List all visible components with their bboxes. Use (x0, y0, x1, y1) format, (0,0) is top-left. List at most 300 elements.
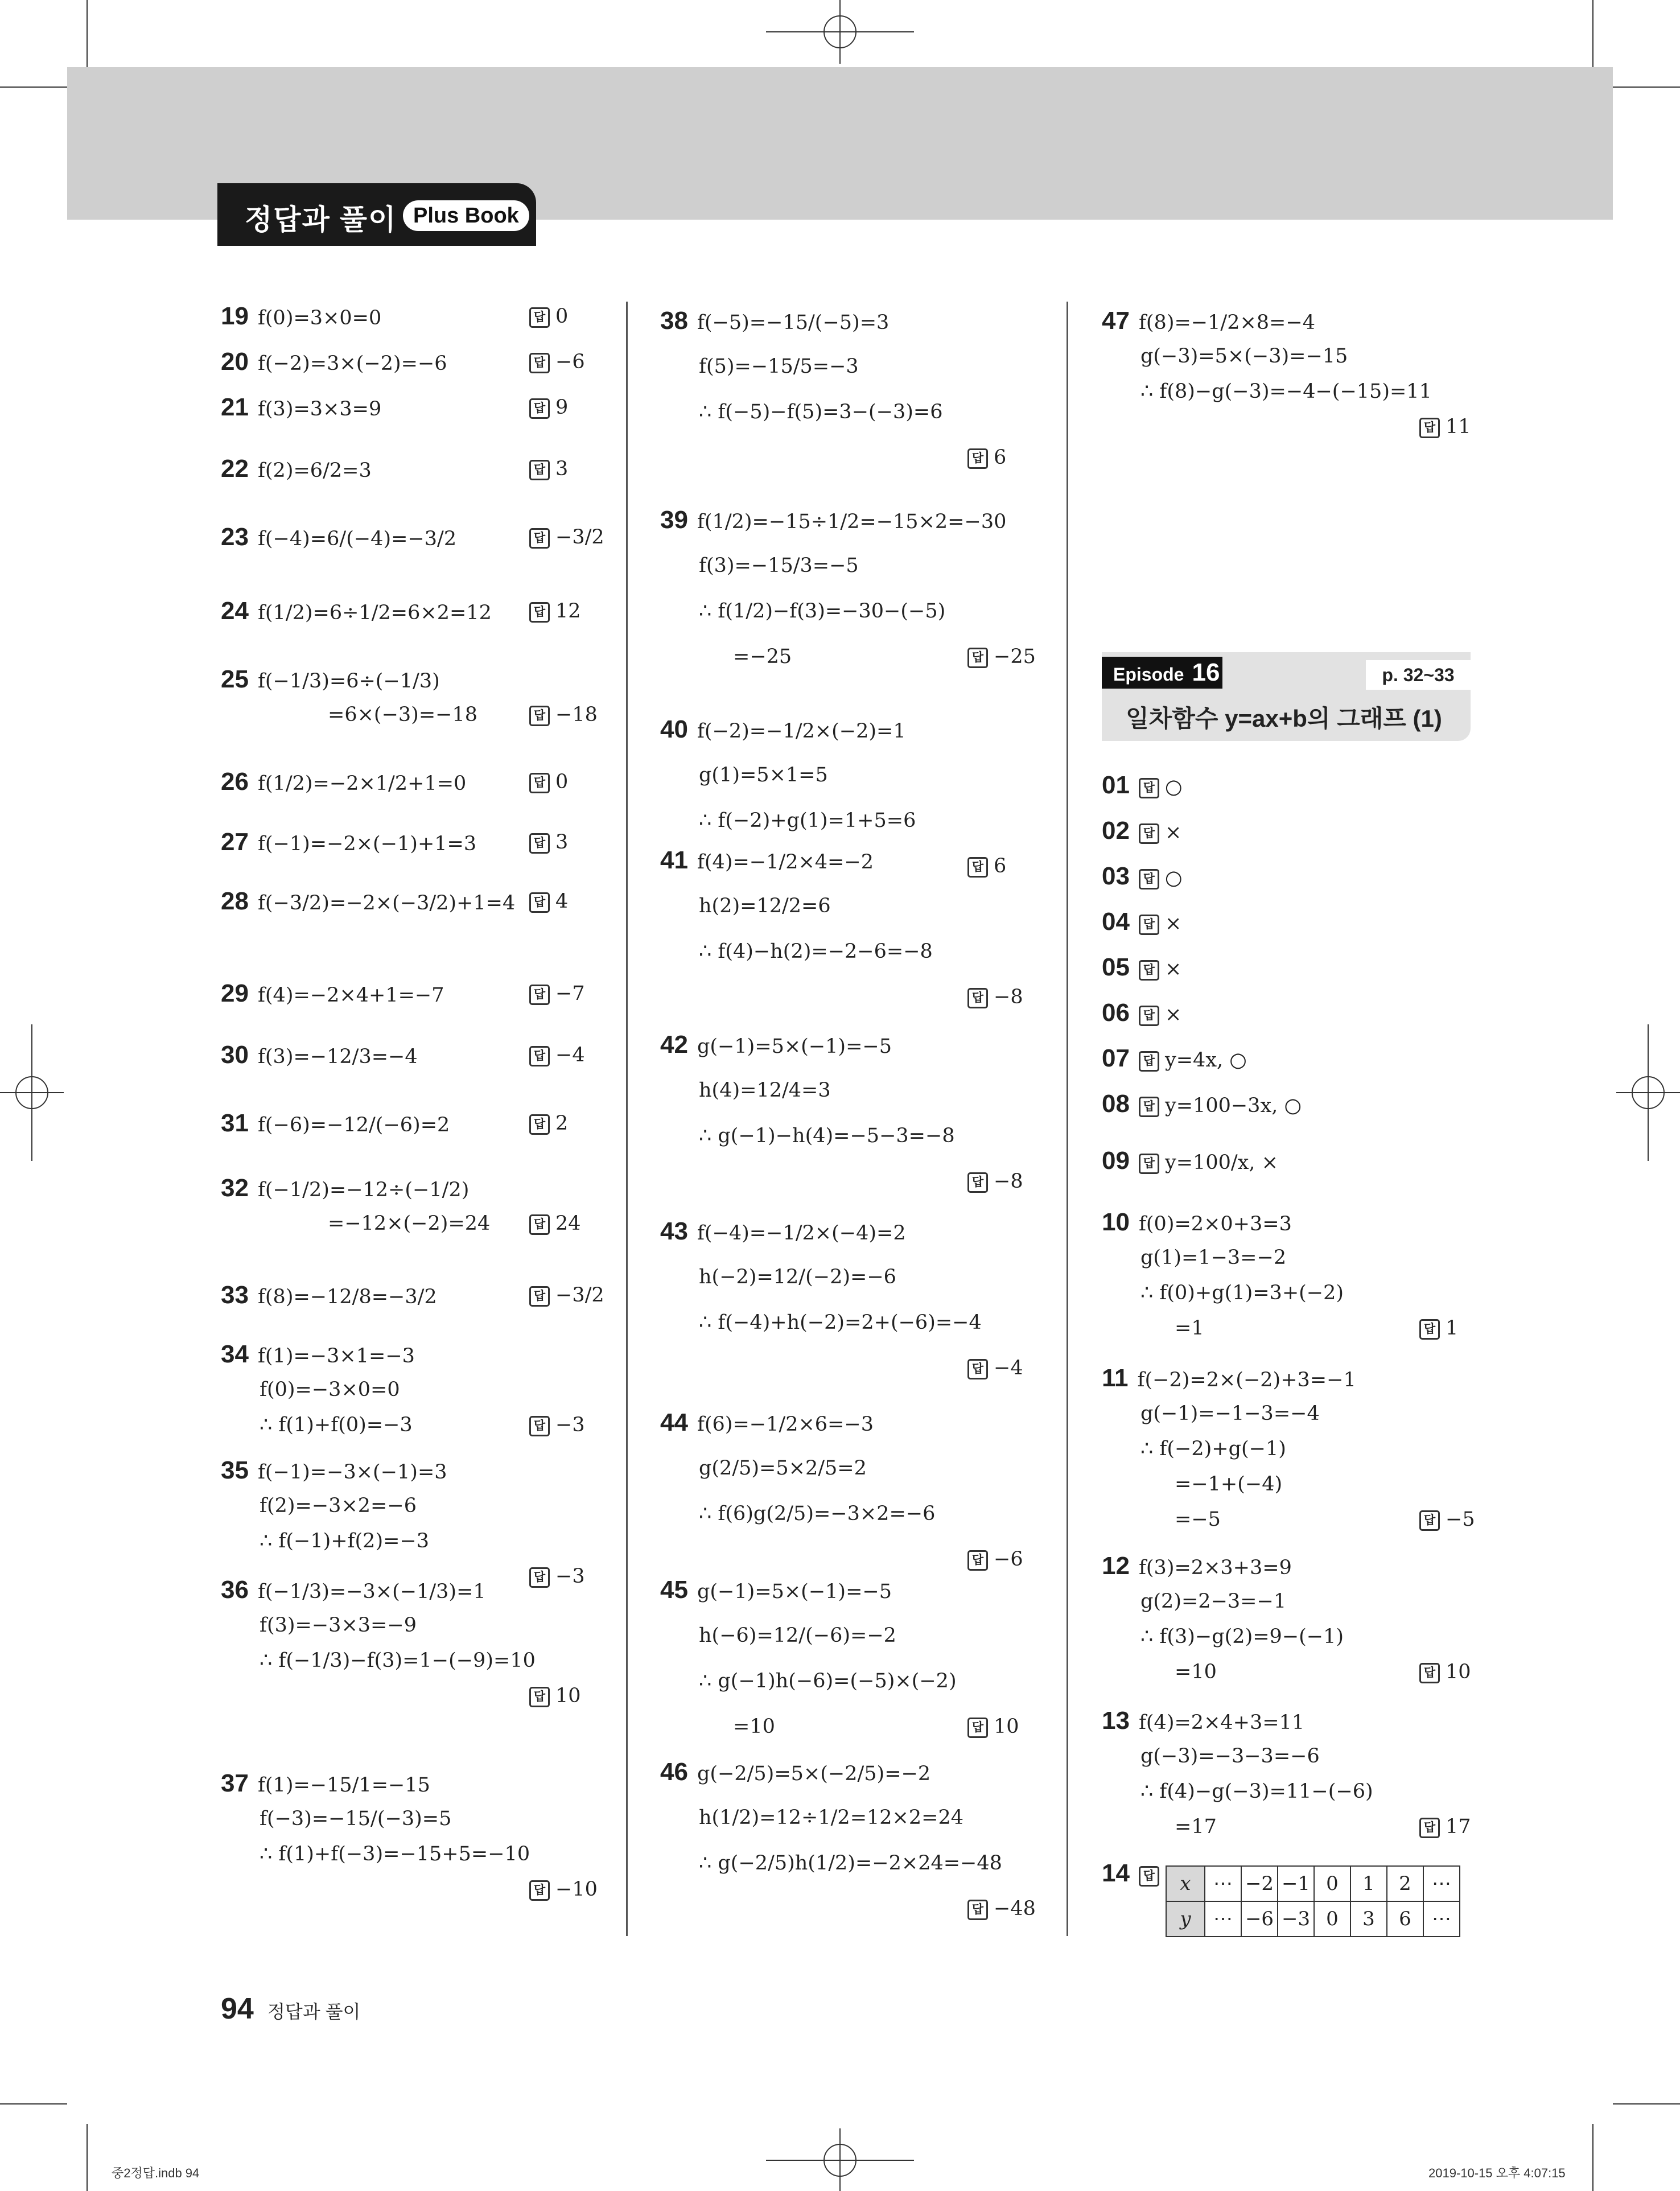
solution-line: g(2)=2−3=−1 (1140, 1590, 1287, 1613)
answer-mark-icon: 답 (529, 528, 550, 549)
answer-value: 10 (994, 1715, 1019, 1738)
answer-mark-icon: 답 (529, 1214, 550, 1235)
question-number: 47 (1102, 307, 1130, 335)
question-number: 24 (221, 597, 249, 625)
table-cell: ⋯ (1205, 1901, 1241, 1937)
answer-line (967, 444, 1006, 471)
question-line (221, 888, 515, 917)
solution-line: =−25 (733, 645, 792, 668)
solution-line: f(1)=−15/1=−15 (257, 1774, 430, 1797)
answer-value: 2 (555, 1112, 569, 1135)
registration-mark (766, 2117, 914, 2191)
solution-line: g(−3)=5×(−3)=−15 (1140, 345, 1348, 368)
answer-value: 0 (555, 305, 569, 328)
answer-line (529, 980, 585, 1007)
question-line (221, 1457, 447, 1486)
solution-line: =1 (1175, 1317, 1204, 1340)
question-line (221, 1576, 486, 1605)
solution-line: h(−6)=12/(−6)=−2 (699, 1624, 896, 1647)
answer-value: ○ (1164, 776, 1183, 798)
solution-line: ∴ f(4)−h(2)=−2−6=−8 (699, 940, 933, 963)
answer-value: × (1164, 821, 1182, 844)
question-number: 28 (221, 887, 249, 915)
question-line (221, 1175, 469, 1204)
answer-line (529, 1110, 568, 1137)
table-cell: 2 (1387, 1866, 1423, 1901)
answer-mark-icon: 답 (967, 988, 988, 1008)
question-line (660, 716, 906, 745)
question-number: 07 (1102, 1044, 1130, 1072)
question-line (1102, 307, 1315, 336)
answer-mark-icon: 답 (967, 1550, 988, 1571)
answer-mark-icon: 답 (1419, 418, 1440, 438)
answer-mark-icon: 답 (529, 1567, 550, 1588)
answer-mark-icon: 답 (529, 985, 550, 1005)
answer-mark-icon: 답 (1419, 1818, 1440, 1838)
crop-mark (0, 87, 67, 88)
solution-line: g(1)=1−3=−2 (1140, 1246, 1287, 1269)
answer-value: −3 (555, 1414, 585, 1436)
answer-value: −48 (994, 1897, 1036, 1920)
question-line (660, 1576, 892, 1605)
solution-line: =−5 (1175, 1508, 1221, 1531)
page-title: 정답과 풀이 (245, 204, 397, 236)
table-cell: 3 (1350, 1901, 1387, 1937)
question-number: 03 (1102, 862, 1130, 890)
solution-line: f(0)=2×0+3=3 (1138, 1213, 1292, 1235)
question-line (221, 348, 447, 377)
table-row (1166, 1866, 1460, 1901)
answer-value: × (1164, 1003, 1182, 1026)
answer-mark-icon: 답 (529, 1046, 550, 1066)
solution-line: ∴ f(1)+f(−3)=−15+5=−10 (260, 1843, 530, 1865)
question-line (1102, 954, 1181, 983)
question-number: 31 (221, 1109, 249, 1137)
question-number: 26 (221, 768, 249, 796)
solution-line: ∴ f(8)−g(−3)=−4−(−15)=11 (1140, 380, 1432, 403)
question-line (1102, 999, 1181, 1028)
question-number: 36 (221, 1576, 249, 1604)
answer-mark-icon: 답 (529, 1114, 550, 1135)
question-line (1102, 1552, 1292, 1582)
solution-line: =10 (733, 1715, 775, 1738)
solution-line: f(4)=−2×4+1=−7 (257, 984, 444, 1007)
answer-value: y=100−3x, ○ (1164, 1094, 1302, 1117)
answer-line (529, 1041, 585, 1069)
question-line (221, 524, 456, 553)
solution-line: f(−5)=−15/(−5)=3 (697, 311, 890, 334)
question-line (221, 1341, 415, 1370)
question-number: 21 (221, 393, 249, 421)
answer-line (1419, 1315, 1458, 1342)
answer-line (529, 1411, 585, 1439)
answer-value: 10 (1446, 1661, 1471, 1683)
solution-line: f(3)=3×3=9 (257, 398, 382, 421)
solution-line: f(6)=−1/2×6=−3 (697, 1413, 874, 1436)
answer-value: −8 (994, 986, 1023, 1008)
answer-value: 6 (994, 855, 1007, 878)
answer-value: 24 (555, 1212, 581, 1235)
solution-line: f(−6)=−12/(−6)=2 (257, 1114, 450, 1136)
table-cell: −3 (1278, 1901, 1314, 1937)
answer-mark-icon: 답 (1139, 915, 1159, 935)
question-number: 20 (221, 348, 249, 376)
question-14 (1102, 1860, 1165, 1889)
solution-line: ∴ f(−5)−f(5)=3−(−3)=6 (699, 401, 943, 423)
question-number: 09 (1102, 1147, 1130, 1175)
episode-number: 16 (1192, 658, 1220, 686)
question-number: 04 (1102, 908, 1130, 936)
answer-mark-icon: 답 (1419, 1510, 1440, 1531)
solution-line: =10 (1175, 1661, 1217, 1683)
solution-line: f(−1/3)=6÷(−1/3) (257, 670, 440, 693)
solution-line: =−1+(−4) (1175, 1473, 1283, 1496)
solution-line: f(8)=−12/8=−3/2 (257, 1286, 437, 1308)
question-number: 43 (660, 1217, 688, 1245)
answer-value: −8 (994, 1170, 1023, 1193)
answer-mark-icon: 답 (967, 648, 988, 668)
solution-line: g(1)=5×1=5 (699, 764, 828, 786)
answer-mark-icon: 답 (529, 460, 550, 480)
crop-mark (0, 2103, 67, 2104)
answer-value: −6 (994, 1548, 1023, 1571)
answer-mark-icon: 답 (529, 892, 550, 913)
question-number: 23 (221, 523, 249, 551)
solution-line: h(1/2)=12÷1/2=12×2=24 (699, 1806, 964, 1829)
solution-line: h(−2)=12/(−2)=−6 (699, 1266, 896, 1288)
answer-line (529, 701, 598, 728)
answer-value: 10 (555, 1685, 581, 1707)
solution-line: f(3)=−15/3=−5 (699, 554, 859, 577)
table-cell: ⋯ (1423, 1866, 1460, 1901)
table-cell: ⋯ (1205, 1866, 1241, 1901)
answer-mark-icon: 답 (529, 833, 550, 854)
answer-line (967, 852, 1006, 880)
answer-line (967, 1168, 1023, 1195)
solution-line: ∴ f(−1/3)−f(3)=1−(−9)=10 (260, 1649, 536, 1672)
answer-value: × (1164, 958, 1182, 981)
question-line (221, 768, 466, 797)
question-line (221, 303, 381, 332)
answer-line (529, 348, 585, 376)
episode-word: Episode (1113, 664, 1184, 685)
solution-line: ∴ f(1)+f(0)=−3 (260, 1414, 413, 1436)
question-number: 46 (660, 1758, 688, 1786)
answer-value: 0 (555, 771, 569, 793)
question-number: 14 (1102, 1859, 1130, 1887)
answer-value: y=100/x, × (1164, 1151, 1278, 1174)
answer-line (967, 643, 1036, 670)
answer-mark-icon: 답 (1139, 778, 1159, 798)
table-cell: 0 (1314, 1901, 1350, 1937)
answer-value: −7 (555, 982, 585, 1005)
answer-line (967, 1895, 1036, 1922)
answer-line (1419, 1658, 1471, 1686)
question-number: 32 (221, 1174, 249, 1202)
question-line (1102, 1209, 1292, 1238)
answer-mark-icon: 답 (529, 353, 550, 373)
episode-label (1102, 657, 1222, 689)
answer-value: 17 (1446, 1815, 1471, 1838)
answer-mark-icon: 답 (1419, 1319, 1440, 1340)
question-line (660, 1218, 906, 1247)
answer-value: −3 (555, 1565, 585, 1588)
answer-line (1419, 1506, 1475, 1533)
answer-line (529, 598, 581, 625)
solution-line: =6×(−3)=−18 (328, 703, 478, 726)
answer-line (529, 1210, 581, 1237)
answer-value: ○ (1164, 867, 1183, 889)
registration-mark (766, 0, 914, 74)
question-number: 37 (221, 1769, 249, 1797)
solution-line: f(0)=3×0=0 (257, 307, 382, 330)
answer-value: 12 (555, 600, 581, 623)
answer-value: 3 (555, 831, 569, 854)
question-number: 44 (660, 1408, 688, 1436)
plus-book-badge: Plus Book (403, 200, 529, 231)
answer-value: y=4x, ○ (1164, 1049, 1247, 1072)
answer-mark-icon: 답 (529, 1880, 550, 1901)
solution-line: ∴ f(1/2)−f(3)=−30−(−5) (699, 600, 946, 623)
solution-line: f(8)=−1/2×8=−4 (1138, 311, 1315, 334)
solution-line: f(−1/2)=−12÷(−1/2) (257, 1179, 470, 1201)
solution-line: f(3)=−3×3=−9 (260, 1614, 417, 1637)
answer-mark-icon: 답 (967, 1359, 988, 1379)
question-line (660, 1409, 874, 1438)
table-cell: −1 (1278, 1866, 1314, 1901)
question-number: 30 (221, 1041, 249, 1069)
answer-line (529, 1282, 604, 1309)
answer-value: × (1164, 912, 1182, 935)
answer-mark-icon: 답 (529, 1286, 550, 1307)
question-number: 02 (1102, 817, 1130, 845)
answer-mark-icon: 답 (967, 1718, 988, 1738)
answer-value: 1 (1446, 1317, 1459, 1340)
question-line (1102, 1365, 1356, 1394)
question-number: 13 (1102, 1707, 1130, 1735)
solution-line: f(4)=−1/2×4=−2 (697, 851, 874, 874)
question-number: 19 (221, 302, 249, 330)
answer-value: −4 (555, 1044, 585, 1066)
solution-line: ∴ g(−1)h(−6)=(−5)×(−2) (699, 1670, 957, 1692)
answer-line (529, 1563, 585, 1590)
answer-value: −18 (555, 703, 598, 726)
table-cell: 6 (1387, 1901, 1423, 1937)
question-line (1102, 1045, 1247, 1074)
answer-line (529, 455, 568, 483)
question-number: 08 (1102, 1090, 1130, 1118)
question-number: 34 (221, 1340, 249, 1368)
answer-line (967, 1713, 1019, 1740)
question-number: 22 (221, 455, 249, 483)
table-cell: x (1166, 1866, 1205, 1901)
solution-line: h(2)=12/2=6 (699, 895, 831, 917)
answer-line (1419, 413, 1471, 440)
answer-mark-icon: 답 (1139, 869, 1159, 889)
answer-line (1419, 1813, 1471, 1840)
question-number: 45 (660, 1576, 688, 1604)
solution-line: f(−4)=6/(−4)=−3/2 (257, 528, 457, 550)
crop-mark (1592, 0, 1593, 67)
question-number: 39 (660, 506, 688, 534)
question-line (221, 598, 492, 627)
solution-line: ∴ f(3)−g(2)=9−(−1) (1140, 1625, 1344, 1648)
answer-mark-icon: 답 (1139, 823, 1159, 844)
column-divider (1067, 302, 1068, 1936)
solution-line: ∴ g(−1)−h(4)=−5−3=−8 (699, 1125, 955, 1147)
solution-line: ∴ f(−2)+g(1)=1+5=6 (699, 809, 916, 832)
solution-line: f(−1)=−2×(−1)+1=3 (257, 833, 477, 855)
answer-mark-icon: 답 (529, 706, 550, 726)
question-number: 27 (221, 828, 249, 856)
column-divider (626, 302, 628, 1936)
solution-line: f(2)=6/2=3 (257, 459, 372, 482)
answer-mark-icon: 답 (1139, 1097, 1159, 1117)
table-cell: −2 (1241, 1866, 1278, 1901)
answer-line (529, 1682, 581, 1710)
crop-mark (1613, 87, 1680, 88)
answer-line (529, 888, 568, 915)
solution-line: h(4)=12/4=3 (699, 1079, 831, 1102)
answer-value: 4 (555, 890, 569, 913)
table-cell: y (1166, 1901, 1205, 1937)
answer-mark-icon: 답 (529, 1687, 550, 1707)
solution-line: g(−3)=−3−3=−6 (1140, 1745, 1320, 1768)
answer-value: 9 (555, 396, 569, 419)
answer-mark-icon: 답 (967, 448, 988, 469)
answer-value: 6 (994, 446, 1007, 469)
question-line (1102, 1147, 1278, 1176)
question-line (660, 506, 1006, 536)
answer-line (967, 1354, 1023, 1382)
solution-line: f(3)=2×3+3=9 (1138, 1556, 1292, 1579)
answer-value: −4 (994, 1357, 1023, 1379)
question-number: 40 (660, 715, 688, 743)
solution-line: g(−1)=5×(−1)=−5 (697, 1035, 892, 1058)
answer-line (529, 524, 604, 551)
question-line (221, 455, 372, 484)
solution-line: ∴ f(0)+g(1)=3+(−2) (1140, 1282, 1344, 1304)
answer-mark-icon: 답 (967, 857, 988, 878)
registration-mark (1612, 1024, 1680, 1161)
question-line (660, 307, 889, 336)
answer-value: −3/2 (555, 526, 604, 549)
answer-line (529, 829, 568, 856)
question-number: 33 (221, 1281, 249, 1309)
print-slug-date: 2019-10-15 오후 4:07:15 (1428, 2166, 1566, 2180)
solution-line: f(3)=−12/3=−4 (257, 1045, 418, 1068)
question-line (221, 1110, 450, 1139)
crop-mark (1613, 2103, 1680, 2104)
answer-mark-icon: 답 (529, 1416, 550, 1436)
crop-mark (87, 2124, 88, 2191)
solution-line: f(−1/3)=−3×(−1/3)=1 (257, 1580, 486, 1603)
crop-mark (87, 0, 88, 67)
answer-value: 3 (555, 458, 569, 480)
question-line (660, 847, 874, 876)
answer-mark-icon: 답 (529, 773, 550, 793)
question-number: 25 (221, 665, 249, 693)
solution-line: f(0)=−3×0=0 (260, 1378, 400, 1401)
answer-line (529, 394, 568, 421)
solution-line: f(1/2)=6÷1/2=6×2=12 (257, 602, 492, 624)
solution-line: f(−2)=2×(−2)+3=−1 (1137, 1369, 1356, 1391)
answer-mark-icon: 답 (529, 602, 550, 623)
solution-line: g(−1)=5×(−1)=−5 (697, 1580, 892, 1603)
answer-line (529, 768, 568, 796)
solution-line: g(2/5)=5×2/5=2 (699, 1457, 867, 1480)
solution-line: f(−4)=−1/2×(−4)=2 (697, 1222, 906, 1245)
solution-line: ∴ g(−2/5)h(1/2)=−2×24=−48 (699, 1852, 1002, 1875)
question-line (221, 1041, 418, 1070)
question-number: 35 (221, 1456, 249, 1484)
answer-value: 11 (1446, 415, 1471, 438)
solution-line: f(−3/2)=−2×(−3/2)+1=4 (257, 892, 516, 915)
answer-mark-icon: 답 (1139, 1006, 1159, 1026)
question-line (221, 666, 440, 695)
solution-line: f(1)=−3×1=−3 (257, 1345, 415, 1368)
question-number: 11 (1102, 1364, 1129, 1392)
solution-line: f(−2)=3×(−2)=−6 (257, 352, 447, 375)
episode-title: 일차함수 y=ax+b의 그래프 (1) (1126, 705, 1442, 732)
question-number: 12 (1102, 1552, 1130, 1580)
table-cell: 0 (1314, 1866, 1350, 1901)
answer-mark-icon: 답 (529, 307, 550, 328)
question-line (1102, 908, 1181, 937)
question-line (1102, 772, 1183, 801)
question-line (1102, 863, 1183, 892)
answer-value: −10 (555, 1878, 598, 1901)
table-cell: −6 (1241, 1901, 1278, 1937)
table-row (1166, 1901, 1460, 1937)
answer-mark-icon: 답 (967, 1900, 988, 1920)
crop-mark (1592, 2124, 1593, 2191)
answer-mark-icon: 답 (1139, 1866, 1159, 1887)
solution-line: f(−1)=−3×(−1)=3 (257, 1461, 447, 1484)
answer-value: −6 (555, 351, 585, 373)
question-line (221, 980, 444, 1009)
solution-line: ∴ f(−4)+h(−2)=2+(−6)=−4 (699, 1311, 982, 1334)
answer-mark-icon: 답 (529, 398, 550, 419)
question-line (1102, 1090, 1302, 1119)
solution-line: f(5)=−15/5=−3 (699, 355, 859, 378)
answer-line (967, 983, 1023, 1011)
question-number: 42 (660, 1031, 688, 1059)
solution-line: ∴ f(−2)+g(−1) (1140, 1438, 1286, 1460)
answer-line (529, 1876, 598, 1903)
solution-line: =17 (1175, 1815, 1217, 1838)
answer-line (529, 303, 568, 330)
question-line (1102, 1707, 1304, 1736)
table-cell: ⋯ (1423, 1901, 1460, 1937)
question-number: 29 (221, 979, 249, 1007)
solution-line: ∴ f(6)g(2/5)=−3×2=−6 (699, 1502, 936, 1525)
solution-line: f(−2)=−1/2×(−2)=1 (697, 720, 906, 743)
question-line (660, 1031, 892, 1060)
answer-mark-icon: 답 (1139, 960, 1159, 981)
answer-mark-icon: 답 (1139, 1154, 1159, 1174)
solution-line: f(2)=−3×2=−6 (260, 1494, 417, 1517)
solution-line: f(4)=2×4+3=11 (1138, 1711, 1305, 1734)
solution-line: g(−2/5)=5×(−2/5)=−2 (697, 1762, 931, 1785)
question-number: 38 (660, 307, 688, 335)
answer-value: −25 (994, 645, 1036, 668)
registration-mark (0, 1024, 68, 1161)
episode-pages: p. 32~33 (1366, 660, 1471, 690)
solution-line: f(1/2)=−15÷1/2=−15×2=−30 (697, 510, 1007, 533)
table-cell: 1 (1350, 1866, 1387, 1901)
solution-line: f(−3)=−15/(−3)=5 (260, 1807, 452, 1830)
